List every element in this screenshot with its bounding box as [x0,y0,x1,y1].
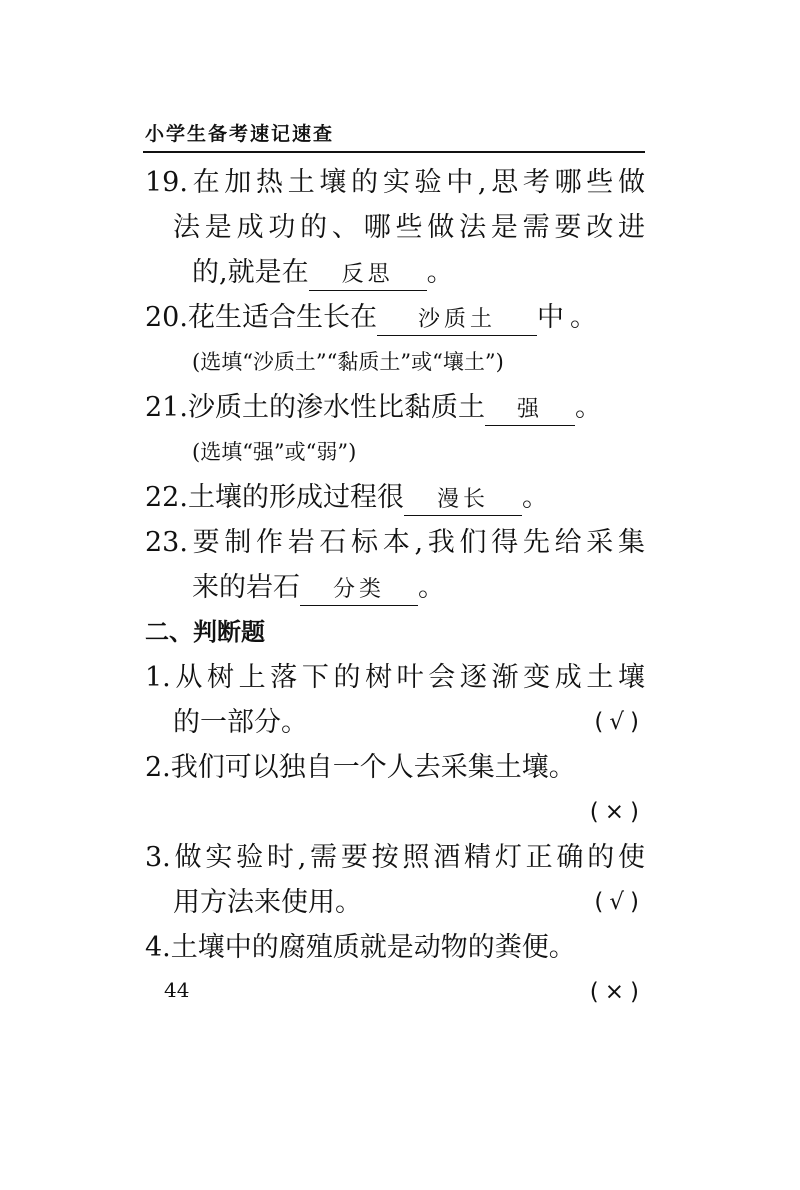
q20-answer-blank: 沙质土 [377,305,537,336]
judge1-mark: (√) [594,709,645,735]
header-rule [143,151,645,153]
q23-line1: 23.要制作岩石标本,我们得先给采集 [145,527,645,558]
q21-text: 21.沙质土的渗水性比黏质土 [145,392,485,423]
q22-text: 22.土壤的形成过程很 [145,482,404,513]
q20-text: 20.花生适合生长在 [145,302,377,333]
judge1-line2 [145,700,645,745]
q20-end: 中。 [536,302,603,333]
q20-line1 [145,295,645,340]
judge2-line2 [145,790,645,835]
q23-answer-blank: 分类 [300,575,418,606]
q22-line1 [145,475,645,520]
q22-end: 。 [521,482,549,513]
q19-line2: 法是成功的、哪些做法是需要改进 [173,212,645,243]
q21-end: 。 [574,392,602,423]
running-header: 小学生备考速记速查 [145,123,335,145]
judge4-line1: 4.土壤中的腐殖质就是动物的粪便。 [145,932,576,963]
section-title: 二、判断题 [145,618,265,646]
q19-end: 。 [426,257,454,288]
content [145,160,645,1015]
q21-line1 [145,385,645,430]
q20-hint: (选填“沙质土”“黏质土”或“壤土”) [192,350,504,374]
page-number: 44 [164,978,190,1002]
judge4-mark: (×) [589,979,645,1005]
judge2-mark: (×) [589,799,645,825]
q19-line3 [145,250,645,295]
judge3-mark: (√) [594,889,645,915]
judge3-line1: 3.做实验时,需要按照酒精灯正确的使 [145,842,645,873]
q23-end: 。 [418,572,445,603]
judge1-line1: 1.从树上落下的树叶会逐渐变成土壤 [145,662,645,693]
q19-answer-blank: 反思 [309,260,427,291]
judge2-line1: 2.我们可以独自一个人去采集土壤。 [145,752,576,783]
judge1-text: 的一部分。 [173,707,308,738]
judge4-line2 [145,970,645,1015]
judge3-line2 [145,880,645,925]
q19-line1: 19.在加热土壤的实验中,思考哪些做 [145,167,645,198]
q23-text: 来的岩石 [192,572,300,603]
judge3-text: 用方法来使用。 [173,887,362,918]
q21-answer-blank: 强 [485,395,575,426]
q21-hint: (选填“强”或“弱”) [192,440,357,464]
q22-answer-blank: 漫长 [404,485,522,516]
q19-text: 的,就是在 [192,257,309,288]
q23-line2 [145,565,645,610]
